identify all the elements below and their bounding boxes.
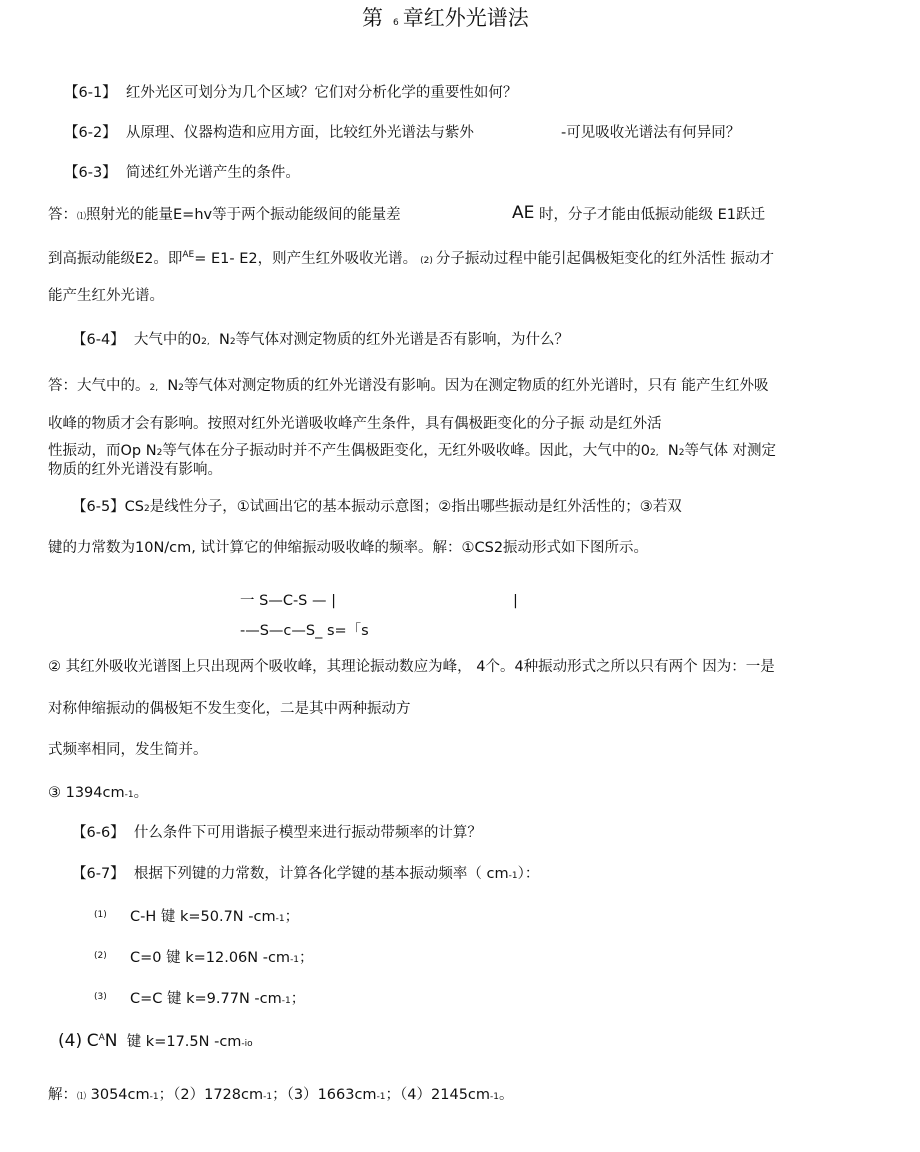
question-text: N bbox=[218, 332, 230, 348]
subscript: -i bbox=[241, 1039, 248, 1049]
answer-text: ；（3） bbox=[272, 1087, 318, 1103]
superscript: A bbox=[98, 1033, 105, 1043]
item-marker: ⑴ bbox=[77, 1092, 87, 1102]
subscript: 2, bbox=[650, 448, 659, 458]
answer-value: 1728cm bbox=[204, 1087, 264, 1103]
superscript: AE bbox=[182, 250, 195, 260]
answer-text: 性振动，而Op N bbox=[48, 443, 157, 459]
subscript: 2 bbox=[178, 383, 184, 393]
answer-text: 到高振动能级E2。即 bbox=[48, 251, 183, 267]
subscript: 2 bbox=[678, 448, 685, 458]
answer-6-3-line-2 bbox=[48, 245, 774, 271]
question-text: 根据下列键的力常数，计算各化学键的基本振动频率（ cm bbox=[133, 866, 509, 882]
vibration-diagram-row-2: -—S—c—S_ s=「s bbox=[240, 623, 369, 639]
question-6-5-line-2: 键的力常数为10N/cm, 试计算它的伸缩振动吸收峰的频率。解：①CS2振动形式如下图所示。 bbox=[48, 540, 649, 556]
item-number: (4) bbox=[58, 1031, 83, 1051]
answer-text: ；（2） bbox=[158, 1087, 205, 1103]
answer-6-5-part-2-line-3: 式频率相同，发生简并。 bbox=[48, 742, 208, 758]
subscript: -1 bbox=[281, 996, 291, 1006]
subscript: -1 bbox=[275, 914, 285, 924]
item-marker: ⑴ bbox=[77, 212, 87, 222]
answer-6-3-line-1-end: 时，分子才能由低振动能级 E1跃迁 bbox=[539, 207, 765, 223]
question-6-2-continued: -可见吸收光谱法有何异同？ bbox=[561, 125, 741, 141]
question-text: 什么条件下可用谐振子模型来进行振动带频率的计算？ bbox=[133, 825, 482, 841]
question-tag: 【6-6】 bbox=[72, 825, 125, 841]
bond-item bbox=[94, 946, 314, 970]
question-6-2 bbox=[64, 123, 474, 143]
answer-text: 等气体 对测定 bbox=[684, 443, 777, 459]
question-6-6 bbox=[72, 823, 482, 843]
question-tag: 【6-2】 bbox=[64, 125, 117, 141]
bond-label: C bbox=[86, 1031, 99, 1051]
vibration-diagram-row-1: 一 S—C-S — | bbox=[240, 593, 336, 609]
title-prefix: 第 bbox=[362, 6, 383, 30]
bond-label: N bbox=[104, 1031, 118, 1051]
question-tag: 【6-3】 bbox=[64, 165, 117, 181]
item-number: (1) bbox=[94, 910, 107, 920]
page-title bbox=[362, 4, 529, 37]
vibration-diagram-row-1-right: | bbox=[513, 593, 518, 609]
subscript: 2 bbox=[144, 504, 150, 514]
answer-text: 等气体在分子振动时并不产生偶极距变化，无红外吸收峰。因此，大气中的0 bbox=[162, 443, 651, 459]
question-text: 【6-5】CS bbox=[72, 499, 145, 515]
answer-value: 1663cm bbox=[317, 1087, 377, 1103]
answer-text: 答：大气中的 bbox=[48, 378, 135, 394]
subscript: -1 bbox=[508, 871, 518, 881]
subscript: 2, bbox=[201, 337, 210, 347]
answer-text: 分子振动过程中能引起偶极矩变化的红外活性 振动才 bbox=[435, 251, 774, 267]
bond-label: C-H 键 k=50.7N -cm bbox=[130, 909, 276, 925]
answer-value: 2145cm bbox=[431, 1087, 491, 1103]
item-marker: (2) bbox=[420, 256, 433, 266]
subscript: -1 bbox=[263, 1092, 273, 1102]
bond-label: C=0 键 k=12.06N -cm bbox=[130, 950, 291, 966]
title-suffix: 章红外光谱法 bbox=[402, 6, 529, 30]
item-number: (2) bbox=[94, 951, 107, 961]
question-text: 是线性分子，①试画出它的基本振动示意图；②指出哪些振动是红外活性的；③若双 bbox=[149, 499, 682, 515]
subscript: -1 bbox=[376, 1092, 386, 1102]
question-text: 简述红外光谱产生的条件。 bbox=[125, 165, 300, 181]
question-6-5-line-1 bbox=[72, 497, 682, 519]
bond-item bbox=[94, 905, 299, 929]
question-text: 等气体对测定物质的红外光谱是否有影响，为什么？ bbox=[235, 332, 570, 348]
subscript: 2 bbox=[156, 448, 163, 458]
question-text: 从原理、仪器构造和应用方面，比较红外光谱法与紫外 bbox=[125, 125, 474, 141]
answer-text: 照射光的能量E=hv等于两个振动能级间的能量差 bbox=[86, 207, 401, 223]
answer-text: 。 bbox=[135, 378, 150, 394]
question-6-7 bbox=[72, 864, 539, 886]
answer-label: 答： bbox=[48, 207, 77, 223]
question-6-3 bbox=[64, 163, 300, 183]
item-number: (3) bbox=[94, 992, 107, 1002]
subscript: 2, bbox=[149, 383, 159, 393]
answer-6-3-line-1 bbox=[48, 205, 401, 227]
bond-label: o bbox=[247, 1039, 253, 1049]
answer-text: N bbox=[667, 443, 679, 459]
answer-value: 3054cm bbox=[90, 1087, 150, 1103]
question-6-4 bbox=[72, 330, 569, 352]
answer-6-3-line-3: 能产生红外光谱。 bbox=[48, 288, 164, 304]
answer-text: ；（4） bbox=[385, 1087, 432, 1103]
subscript: -1 bbox=[490, 1092, 500, 1102]
subscript: -1 bbox=[290, 955, 300, 965]
question-tag: 【6-7】 bbox=[72, 866, 125, 882]
question-6-1 bbox=[64, 83, 517, 103]
answer-text: 等气体对测定物质的红外光谱没有影响。因为在测定物质的红外光谱时，只有 能产生红外吸 bbox=[183, 378, 769, 394]
answer-6-5-part-2-line-1: ② 其红外吸收光谱图上只出现两个吸收峰，其理论振动数应为峰， 4个。4种振动形式之所以只有两个 因为：一是 bbox=[48, 659, 775, 675]
answer-text: N bbox=[167, 378, 179, 394]
answer-text: 。 bbox=[499, 1087, 514, 1103]
answer-text: = E1- E2，则产生红外吸收光谱。 bbox=[194, 251, 418, 267]
subscript: -1 bbox=[149, 1092, 159, 1102]
bond-label: ； bbox=[299, 950, 314, 966]
answer-text: 。 bbox=[133, 785, 149, 801]
question-text: 大气中的0 bbox=[133, 332, 202, 348]
bond-label: C=C 键 k=9.77N -cm bbox=[130, 991, 282, 1007]
question-text: ）： bbox=[517, 866, 540, 882]
answer-6-5-part-3 bbox=[48, 783, 148, 805]
answer-text: ③ 1394cm bbox=[48, 785, 125, 801]
title-chapter-number: 6 bbox=[393, 18, 399, 28]
answer-6-4-line-2: 收峰的物质才会有影响。按照对红外光谱吸收峰产生条件，具有偶极距变化的分子振 动是红外活 bbox=[48, 416, 662, 432]
bond-label: ； bbox=[284, 909, 300, 925]
bond-item bbox=[94, 987, 305, 1011]
bond-label: 键 k=17.5N -cm bbox=[126, 1034, 242, 1050]
subscript: -1 bbox=[124, 790, 134, 800]
answer-6-7 bbox=[48, 1085, 514, 1107]
answer-6-4-line-1 bbox=[48, 376, 769, 398]
bond-item-4 bbox=[58, 1028, 253, 1054]
answer-label: 解： bbox=[48, 1087, 77, 1103]
bond-label: ； bbox=[290, 991, 306, 1007]
question-text: 红外光区可划分为几个区域？它们对分析化学的重要性如何？ bbox=[125, 85, 518, 101]
answer-6-3-delta: AE bbox=[512, 203, 535, 223]
question-tag: 【6-4】 bbox=[72, 332, 125, 348]
answer-6-5-part-2-line-2: 对称伸缩振动的偶极矩不发生变化，二是其中两种振动方 bbox=[48, 701, 411, 717]
answer-6-4-line-4: 物质的红外光谱没有影响。 bbox=[48, 462, 222, 478]
question-tag: 【6-1】 bbox=[64, 85, 117, 101]
subscript: 2 bbox=[229, 337, 236, 347]
